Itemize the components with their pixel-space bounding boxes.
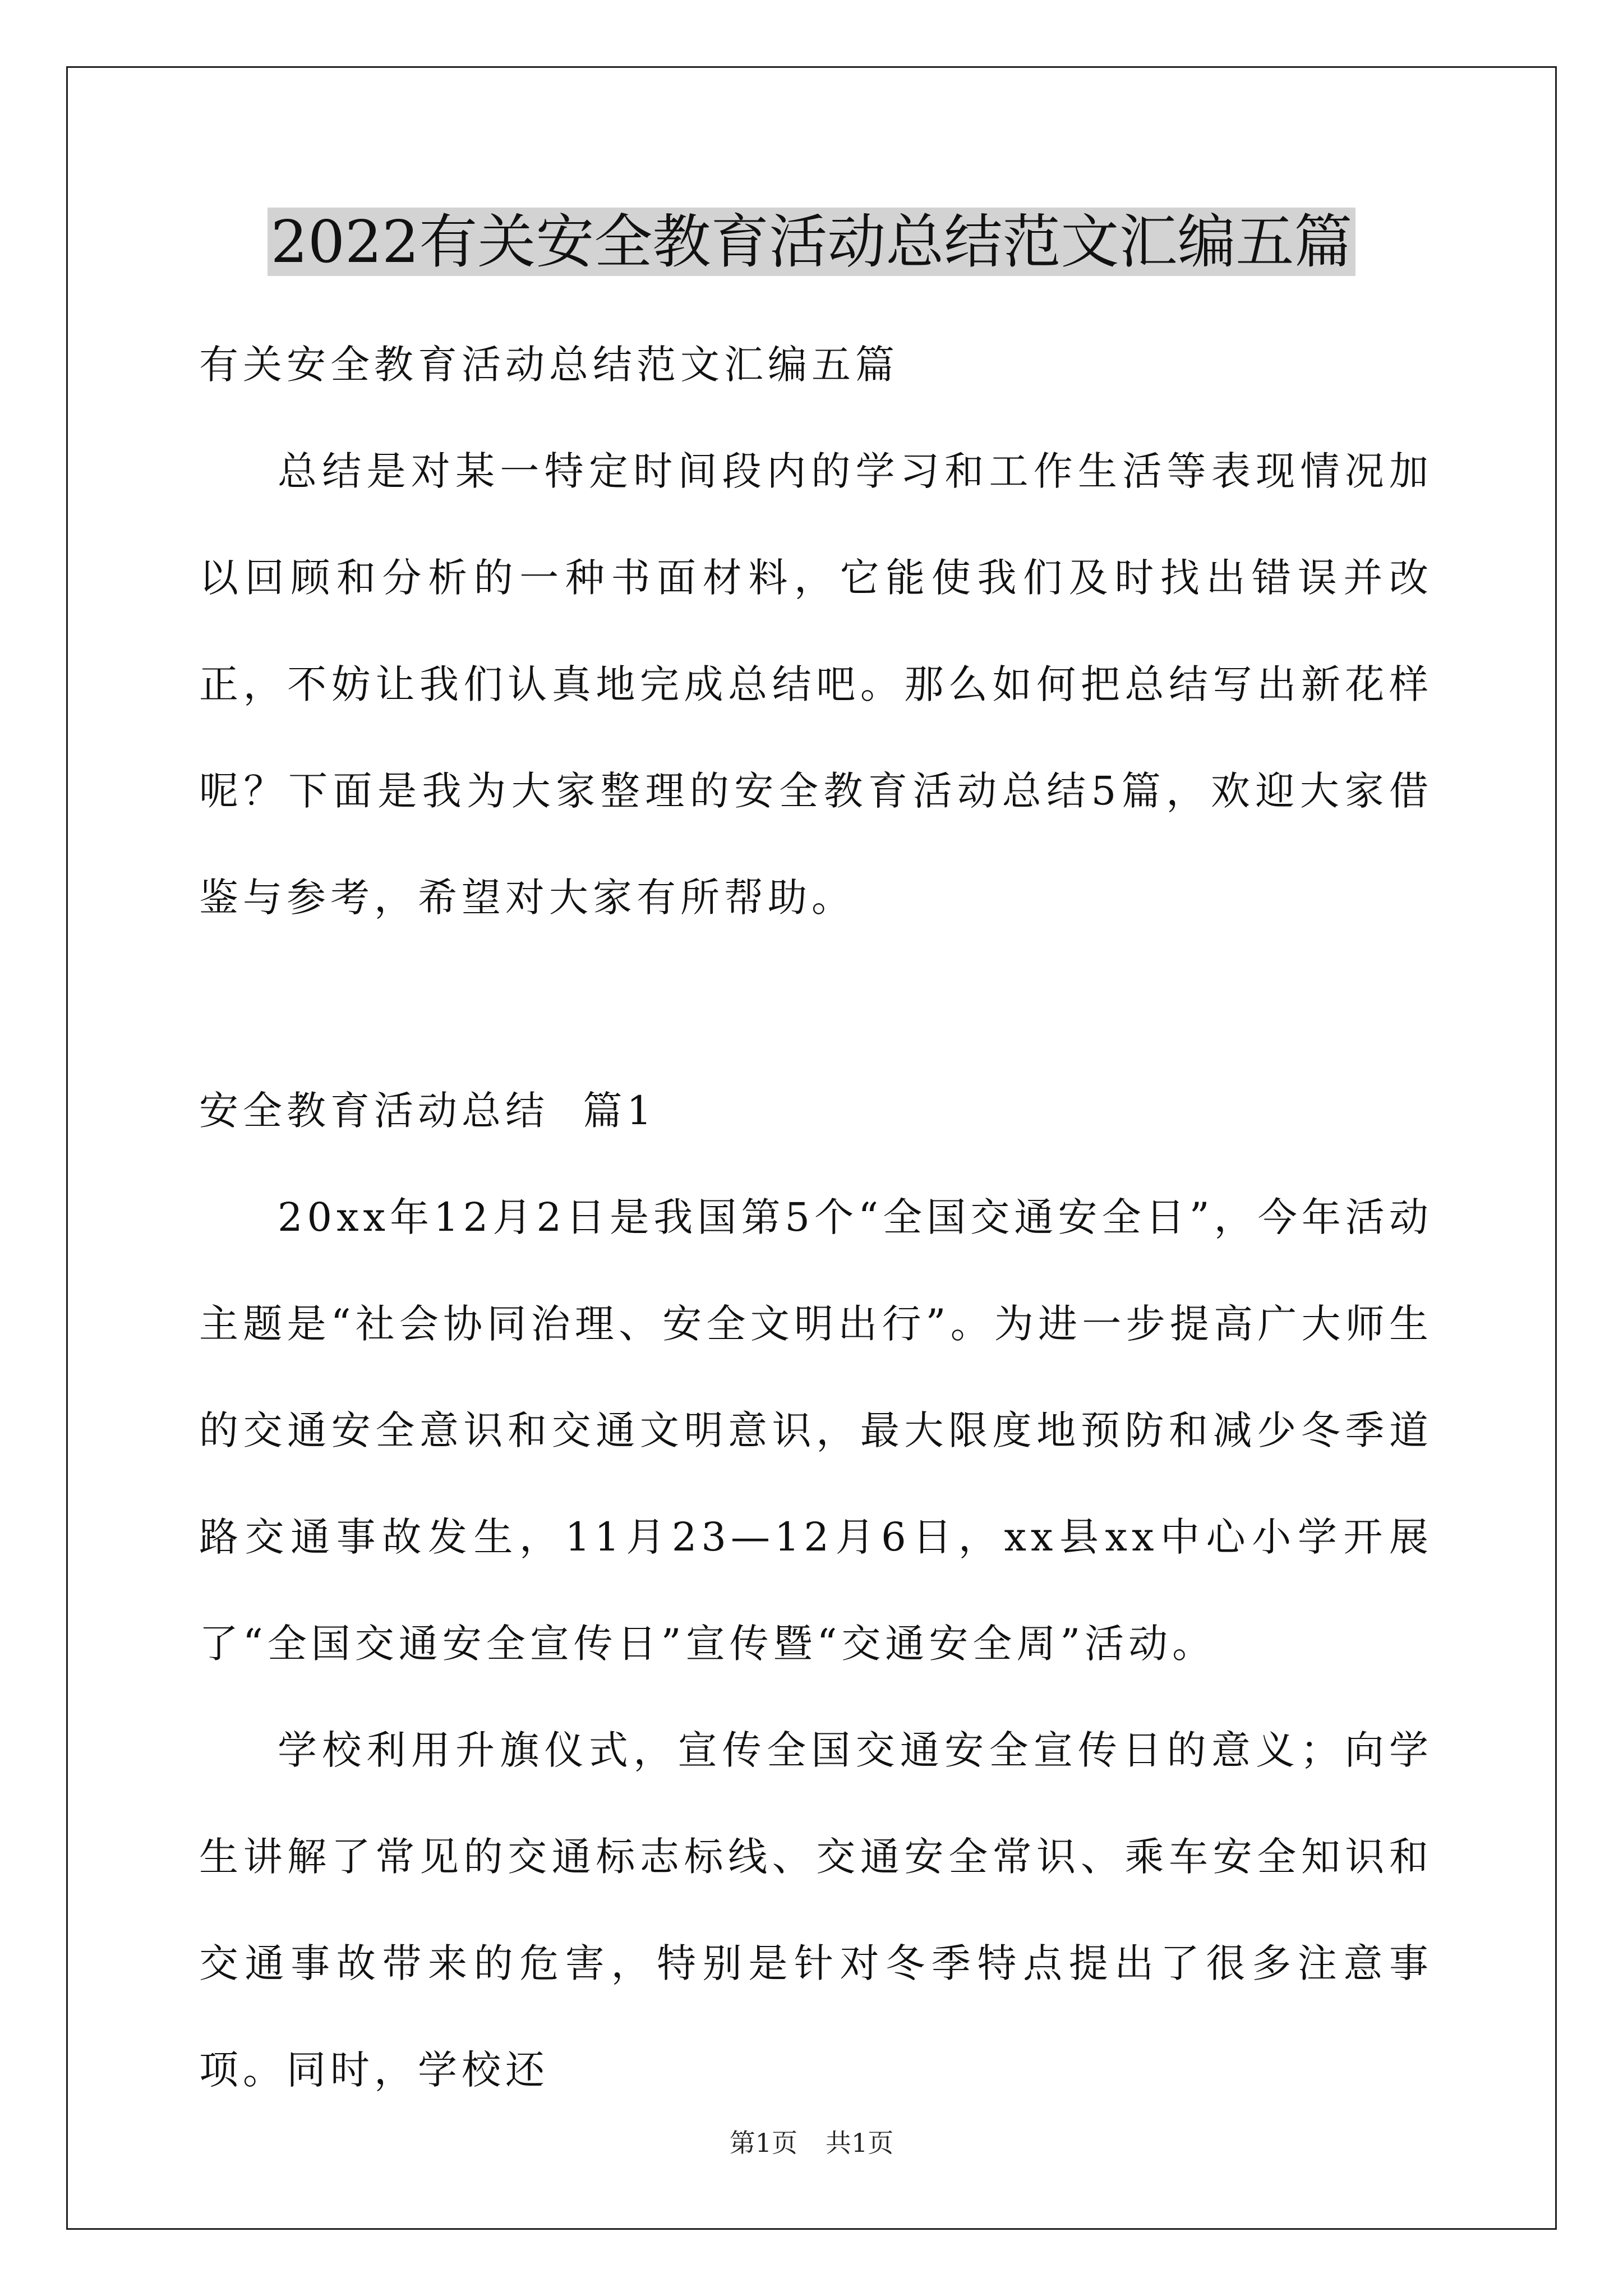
page-total: 共1页 (826, 2128, 894, 2158)
intro-paragraph: 总结是对某一特定时间段内的学习和工作生活等表现情况加以回顾和分析的一种书面材料，它能使我们及时找出错误并改正，不妨让我们认真地完成总结吧。那么如何把总结写出新花样呢？下面是我为大家整理的安全教育活动总结5篇，欢迎大家借鉴与参考，希望对大家有所帮助。 (199, 448, 1433, 921)
body-paragraph: 学校利用升旗仪式，宣传全国交通安全宣传日的意义；向学生讲解了常见的交通标志标线、交通安全常识、乘车安全知识和交通事故带来的危害，特别是针对冬季特点提出了很多注意事项。同时，学校还 (199, 1727, 1433, 2093)
document-subtitle: 有关安全教育活动总结范文汇编五篇 (199, 342, 899, 388)
document-title (0, 200, 1623, 284)
document-title-text: 2022有关安全教育活动总结范文汇编五篇 (268, 208, 1356, 276)
body-paragraph: 20xx年12月2日是我国第5个“全国交通安全日”，今年活动主题是“社会协同治理、安全文明出行”。为进一步提高广大师生的交通安全意识和交通文明意识，最大限度地预防和减少冬季道路交通事故发生，11月23—12月6日，xx县xx中心小学开展了“全国交通安全宣传日”宣传暨“交通安全周”活动。 (199, 1194, 1433, 1667)
blank-line (199, 951, 1433, 1057)
page-number: 第1页 (729, 2128, 797, 2158)
section-heading: 安全教育活动总结 篇1 (199, 1088, 657, 1134)
document-body (199, 311, 1433, 2123)
page-footer (0, 2126, 1623, 2160)
